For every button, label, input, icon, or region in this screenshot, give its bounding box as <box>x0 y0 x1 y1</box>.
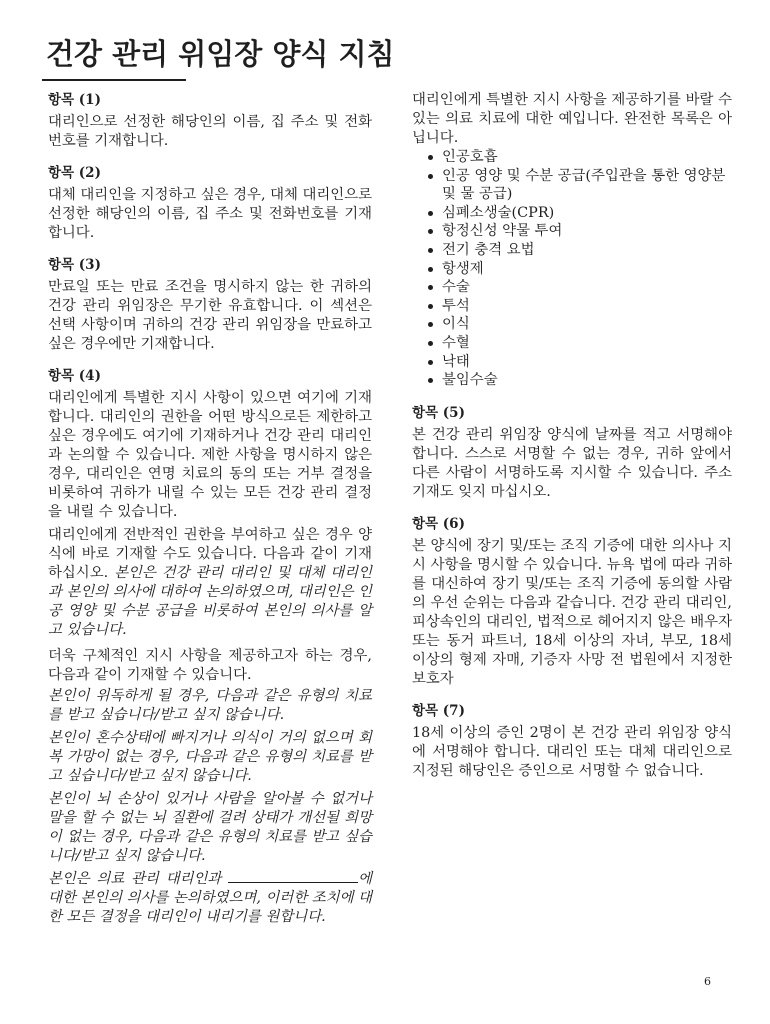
treatment-examples-section <box>412 91 732 390</box>
item-6-heading: 항목 (6) <box>412 515 465 532</box>
item-4-example-4 <box>48 868 372 927</box>
item-7-section <box>412 702 732 781</box>
item-6-section <box>412 515 732 689</box>
list-item <box>412 222 732 241</box>
list-item-text: 투석 <box>442 297 470 314</box>
item-7-text: 18세 이상의 증인 2명이 본 건강 관리 위임장 양식에 서명해야 합니다. 대리인 또는 대체 대리인으로 지정된 해당인은 증인으로 서명할 수 없습니다. <box>412 724 732 779</box>
list-item-text: 항생제 <box>442 260 484 277</box>
list-item-text: 항정신성 약물 투여 <box>442 223 563 240</box>
item-7-heading: 항목 (7) <box>412 702 465 719</box>
list-item <box>412 204 732 223</box>
item-3-section <box>48 256 372 354</box>
item-1-section <box>48 91 372 151</box>
item-1-text: 대리인으로 선정한 해당인의 이름, 집 주소 및 전화번호를 기재합니다. <box>48 114 372 149</box>
list-item-text: 수혈 <box>442 334 470 351</box>
right-column <box>412 91 732 794</box>
item-4-paragraph-2 <box>48 526 372 640</box>
item-5-section <box>412 404 732 502</box>
left-column <box>48 91 372 940</box>
bullet-icon <box>428 211 433 216</box>
item-5-heading: 항목 (5) <box>412 404 465 421</box>
list-item <box>412 353 732 372</box>
bullet-icon <box>428 229 433 234</box>
list-item <box>412 334 732 353</box>
bullet-icon <box>428 378 433 383</box>
item-3-heading: 항목 (3) <box>48 257 101 273</box>
item-4-example-4-before-blank: 본인은 의료 관리 대리인과 <box>48 871 222 887</box>
bullet-icon <box>428 267 433 272</box>
treatment-examples-list <box>412 148 732 390</box>
list-item <box>412 297 732 316</box>
item-4-paragraph-2-intro: 대리인에게 전반적인 권한을 부여하고 싶은 경우 양식에 바로 기재할 수도 있습니다. 다음과 같이 기재하십시오. <box>48 527 372 581</box>
list-item-text: 인공호흡 <box>442 149 498 165</box>
item-4-paragraph-2-example: 본인은 건강 관리 대리인 및 대체 대리인과 본인의 의사에 대하여 논의하였으며, 대리인은 인공 영양 및 수분 공급을 비롯하여 본인의 의사를 알고 있습니다. <box>48 565 373 638</box>
item-4-example-3: 본인이 뇌 손상이 있거나 사람을 알아볼 수 없거나 말을 할 수 없는 뇌 질환에 걸려 상태가 개선될 희망이 없는 경우, 다음과 같은 유형의 치료를 받고 싶습니다/받고 싶지 않습니다. <box>48 791 372 864</box>
treatment-examples-intro: 대리인에게 특별한 지시 사항을 제공하기를 바랄 수 있는 의료 치료에 대한 예입니다. 완전한 목록은 아닙니다. <box>412 92 732 146</box>
bullet-icon <box>428 285 433 290</box>
list-item-text: 이식 <box>442 316 470 333</box>
fill-in-blank-line <box>228 868 358 883</box>
list-item-text: 전기 충격 요법 <box>442 241 535 258</box>
item-6-text: 본 양식에 장기 및/또는 조직 기증에 대한 의사나 지시 사항을 명시할 수 있습니다. 뉴욕 법에 따라 귀하를 대신하여 장기 및/또는 조직 기증에 동의할 사람의 우선 순위는 다음과 같습니다. 건강 관리 대리인, 피상속인의 대리인, 법적으로 헤어지지 않은 배우자 또는 동거 파트너, 18세 이상의 자녀, 부모, 18세 이상의 형제 자매, 기증자 사망 전 법원에서 지정한 보호자 <box>412 537 732 687</box>
item-1-heading: 항목 (1) <box>48 92 101 108</box>
item-3-text: 만료일 또는 만료 조건을 명시하지 않는 한 귀하의 건강 관리 위임장은 무기한 유효합니다. 이 섹션은 선택 사항이며 귀하의 건강 관리 위임장을 만료하고 싶은 경우에만 기재합니다. <box>48 279 372 352</box>
list-item-text: 불임수술 <box>442 372 498 389</box>
item-2-heading: 항목 (2) <box>48 165 101 181</box>
item-4-heading: 항목 (4) <box>48 368 101 384</box>
bullet-icon <box>428 304 433 309</box>
page-number: 6 <box>704 975 711 988</box>
bullet-icon <box>428 360 433 365</box>
list-item <box>412 167 732 204</box>
list-item-text: 수술 <box>442 279 470 296</box>
item-2-section <box>48 164 372 243</box>
bullet-icon <box>428 341 433 346</box>
title-underline <box>42 79 186 81</box>
list-item-text: 심폐소생술(CPR) <box>442 204 555 221</box>
item-4-example-1: 본인이 위독하게 될 경우, 다음과 같은 유형의 치료를 받고 싶습니다/받고 싶지 않습니다. <box>48 688 372 723</box>
list-item <box>412 315 732 334</box>
page-title: 건강 관리 위임장 양식 지침 <box>46 37 395 71</box>
bullet-icon <box>428 248 433 253</box>
list-item-text: 인공 영양 및 수분 공급(주입관을 통한 영양분 및 물 공급) <box>442 167 726 203</box>
item-5-text: 본 건강 관리 위임장 양식에 날짜를 적고 서명해야 합니다. 스스로 서명할 수 없는 경우, 귀하 앞에서 다른 사람이 서명하도록 지시할 수 있습니다. 주소 기재도 잊지 마십시오. <box>412 426 732 500</box>
list-item <box>412 371 732 390</box>
bullet-icon <box>428 155 433 160</box>
list-item <box>412 260 732 279</box>
item-4-example-4-after-blank: 에 대한 본인의 의사를 논의하였으며, 이러한 조치에 대한 모든 결정을 대리인이 내리기를 원합니다. <box>48 871 372 925</box>
list-item <box>412 241 732 260</box>
list-item <box>412 278 732 297</box>
list-item-text: 낙태 <box>442 353 470 370</box>
item-2-text: 대체 대리인을 지정하고 싶은 경우, 대체 대리인으로 선정한 해당인의 이름, 집 주소 및 전화번호를 기재합니다. <box>48 187 372 241</box>
item-4-section <box>48 367 372 927</box>
list-item <box>412 148 732 167</box>
item-4-example-2: 본인이 혼수상태에 빠지거나 의식이 거의 없으며 회복 가망이 없는 경우, 다음과 같은 유형의 치료를 받고 싶습니다/받고 싶지 않습니다. <box>48 730 372 784</box>
item-4-paragraph-3: 더욱 구체적인 지시 사항을 제공하고자 하는 경우, 다음과 같이 기재할 수 있습니다. <box>48 648 372 683</box>
item-4-paragraph-1: 대리인에게 특별한 지시 사항이 있으면 여기에 기재합니다. 대리인의 권한을 어떤 방식으로든 제한하고 싶은 경우에도 여기에 기재하거나 건강 관리 대리인과 논의할 수 있습니다. 제한 사항을 명시하지 않은 경우, 대리인은 연명 치료의 동의 또는 거부 결정을 비롯하여 귀하가 내릴 수 있는 모든 건강 관리 결정을 내릴 수 있습니다. <box>48 390 372 520</box>
bullet-icon <box>428 322 433 327</box>
bullet-icon <box>428 174 433 179</box>
